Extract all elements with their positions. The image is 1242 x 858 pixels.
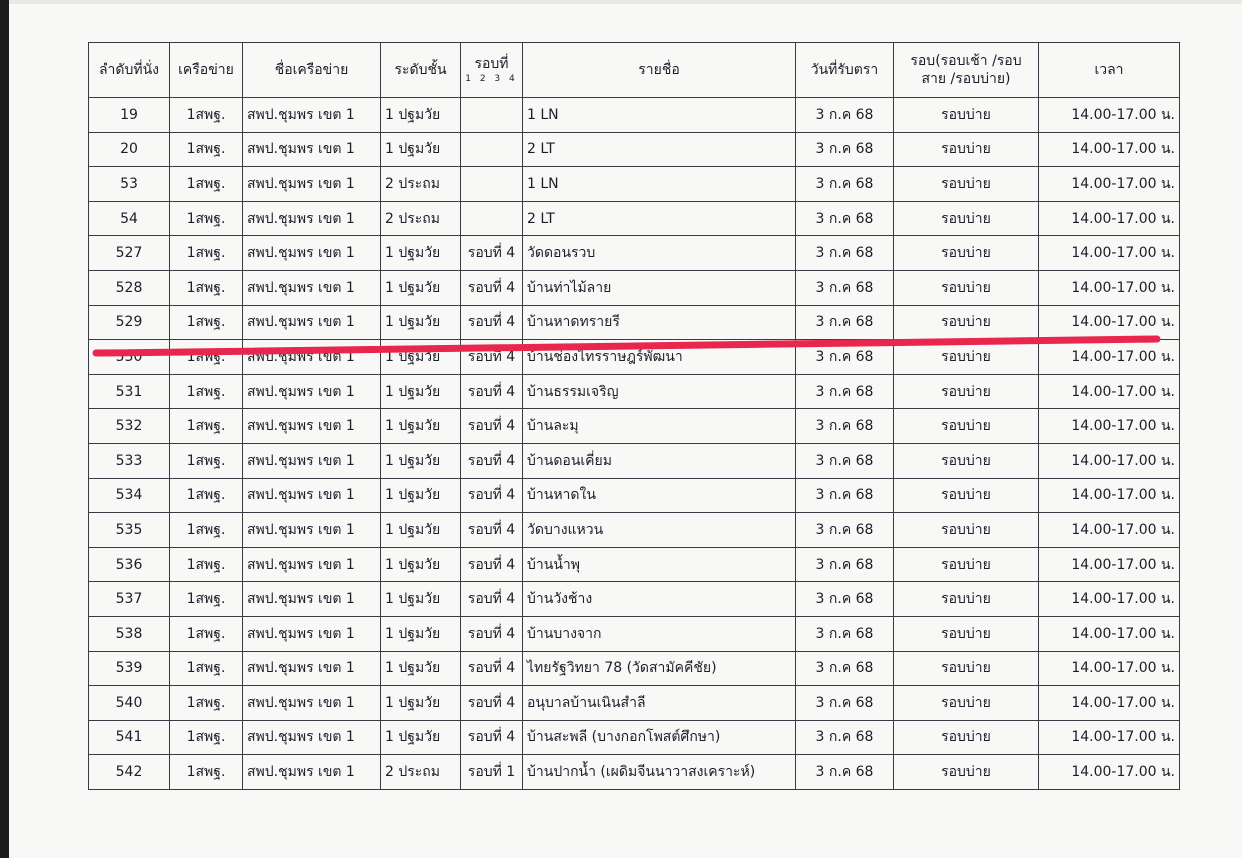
cell-round: รอบที่ 4 <box>461 720 523 755</box>
table-row <box>89 201 1180 236</box>
cell-list: ไทยรัฐวิทยา 78 (วัดสามัคคีชัย) <box>523 651 796 686</box>
cell-session: รอบบ่าย <box>894 651 1039 686</box>
cell-round <box>461 132 523 167</box>
header-network-name: ชื่อเครือข่าย <box>243 43 381 98</box>
cell-level: 1 ปฐมวัย <box>381 582 461 617</box>
cell-level: 1 ปฐมวัย <box>381 98 461 133</box>
cell-time: 14.00-17.00 น. <box>1039 167 1180 202</box>
cell-network: 1สพฐ. <box>170 582 243 617</box>
cell-network-name: สพป.ชุมพร เขต 1 <box>243 547 381 582</box>
cell-time: 14.00-17.00 น. <box>1039 582 1180 617</box>
cell-date: 3 ก.ค 68 <box>796 478 894 513</box>
cell-seq: 20 <box>89 132 170 167</box>
header-level: ระดับชั้น <box>381 43 461 98</box>
cell-date: 3 ก.ค 68 <box>796 167 894 202</box>
cell-seq: 529 <box>89 305 170 340</box>
header-round-label: รอบที่ <box>474 56 509 72</box>
cell-network-name: สพป.ชุมพร เขต 1 <box>243 478 381 513</box>
cell-date: 3 ก.ค 68 <box>796 720 894 755</box>
cell-network: 1สพฐ. <box>170 616 243 651</box>
cell-session: รอบบ่าย <box>894 305 1039 340</box>
cell-network: 1สพฐ. <box>170 132 243 167</box>
cell-network: 1สพฐ. <box>170 374 243 409</box>
cell-date: 3 ก.ค 68 <box>796 270 894 305</box>
cell-seq: 533 <box>89 443 170 478</box>
cell-seq: 536 <box>89 547 170 582</box>
cell-level: 1 ปฐมวัย <box>381 686 461 721</box>
cell-seq: 540 <box>89 686 170 721</box>
table-row <box>89 340 1180 375</box>
cell-network: 1สพฐ. <box>170 340 243 375</box>
cell-seq: 527 <box>89 236 170 271</box>
cell-date: 3 ก.ค 68 <box>796 547 894 582</box>
cell-session: รอบบ่าย <box>894 236 1039 271</box>
cell-list: บ้านน้ำพุ <box>523 547 796 582</box>
cell-date: 3 ก.ค 68 <box>796 236 894 271</box>
cell-session: รอบบ่าย <box>894 132 1039 167</box>
cell-seq: 541 <box>89 720 170 755</box>
cell-network: 1สพฐ. <box>170 201 243 236</box>
cell-network: 1สพฐ. <box>170 513 243 548</box>
cell-network-name: สพป.ชุมพร เขต 1 <box>243 720 381 755</box>
cell-level: 2 ประถม <box>381 201 461 236</box>
cell-round: รอบที่ 4 <box>461 686 523 721</box>
cell-date: 3 ก.ค 68 <box>796 582 894 617</box>
cell-time: 14.00-17.00 น. <box>1039 443 1180 478</box>
cell-network: 1สพฐ. <box>170 651 243 686</box>
cell-session: รอบบ่าย <box>894 98 1039 133</box>
cell-network: 1สพฐ. <box>170 409 243 444</box>
cell-date: 3 ก.ค 68 <box>796 616 894 651</box>
cell-list: บ้านหาดใน <box>523 478 796 513</box>
cell-seq: 535 <box>89 513 170 548</box>
cell-network-name: สพป.ชุมพร เขต 1 <box>243 340 381 375</box>
table-row <box>89 374 1180 409</box>
cell-round: รอบที่ 4 <box>461 270 523 305</box>
cell-round: รอบที่ 4 <box>461 651 523 686</box>
cell-network-name: สพป.ชุมพร เขต 1 <box>243 167 381 202</box>
cell-date: 3 ก.ค 68 <box>796 374 894 409</box>
table-header-row <box>89 43 1180 98</box>
table-row <box>89 236 1180 271</box>
cell-time: 14.00-17.00 น. <box>1039 616 1180 651</box>
cell-round: รอบที่ 4 <box>461 513 523 548</box>
cell-time: 14.00-17.00 น. <box>1039 651 1180 686</box>
cell-session: รอบบ่าย <box>894 582 1039 617</box>
cell-session: รอบบ่าย <box>894 616 1039 651</box>
table-row <box>89 132 1180 167</box>
cell-network: 1สพฐ. <box>170 305 243 340</box>
cell-time: 14.00-17.00 น. <box>1039 547 1180 582</box>
cell-date: 3 ก.ค 68 <box>796 443 894 478</box>
cell-network-name: สพป.ชุมพร เขต 1 <box>243 443 381 478</box>
header-round <box>461 43 523 98</box>
cell-seq: 54 <box>89 201 170 236</box>
table-row <box>89 616 1180 651</box>
cell-seq: 538 <box>89 616 170 651</box>
cell-list: บ้านธรรมเจริญ <box>523 374 796 409</box>
cell-session: รอบบ่าย <box>894 755 1039 790</box>
cell-date: 3 ก.ค 68 <box>796 651 894 686</box>
cell-network: 1สพฐ. <box>170 98 243 133</box>
cell-level: 1 ปฐมวัย <box>381 374 461 409</box>
cell-network-name: สพป.ชุมพร เขต 1 <box>243 374 381 409</box>
cell-network-name: สพป.ชุมพร เขต 1 <box>243 305 381 340</box>
cell-time: 14.00-17.00 น. <box>1039 686 1180 721</box>
cell-network-name: สพป.ชุมพร เขต 1 <box>243 755 381 790</box>
cell-level: 1 ปฐมวัย <box>381 651 461 686</box>
cell-round: รอบที่ 4 <box>461 340 523 375</box>
cell-round: รอบที่ 4 <box>461 409 523 444</box>
schedule-table <box>88 42 1180 790</box>
cell-level: 2 ประถม <box>381 755 461 790</box>
cell-session: รอบบ่าย <box>894 201 1039 236</box>
cell-time: 14.00-17.00 น. <box>1039 305 1180 340</box>
cell-session: รอบบ่าย <box>894 374 1039 409</box>
cell-date: 3 ก.ค 68 <box>796 755 894 790</box>
cell-level: 1 ปฐมวัย <box>381 547 461 582</box>
cell-round: รอบที่ 4 <box>461 478 523 513</box>
cell-date: 3 ก.ค 68 <box>796 201 894 236</box>
cell-network: 1สพฐ. <box>170 755 243 790</box>
table-row <box>89 513 1180 548</box>
header-date: วันที่รับตรา <box>796 43 894 98</box>
cell-time: 14.00-17.00 น. <box>1039 98 1180 133</box>
cell-round <box>461 98 523 133</box>
header-seq: ลำดับที่นั่ง <box>89 43 170 98</box>
cell-seq: 539 <box>89 651 170 686</box>
cell-seq: 53 <box>89 167 170 202</box>
cell-time: 14.00-17.00 น. <box>1039 132 1180 167</box>
table-row <box>89 582 1180 617</box>
cell-round: รอบที่ 1 <box>461 755 523 790</box>
cell-round: รอบที่ 4 <box>461 616 523 651</box>
table-row <box>89 755 1180 790</box>
table-row <box>89 409 1180 444</box>
cell-seq: 530 <box>89 340 170 375</box>
cell-network-name: สพป.ชุมพร เขต 1 <box>243 236 381 271</box>
cell-seq: 19 <box>89 98 170 133</box>
cell-round: รอบที่ 4 <box>461 547 523 582</box>
cell-level: 1 ปฐมวัย <box>381 409 461 444</box>
table-row <box>89 651 1180 686</box>
cell-list: บ้านปากน้ำ (เผดิมจีนนาวาสงเคราะห์) <box>523 755 796 790</box>
cell-seq: 531 <box>89 374 170 409</box>
cell-list: บ้านดอนเคี่ยม <box>523 443 796 478</box>
cell-network-name: สพป.ชุมพร เขต 1 <box>243 616 381 651</box>
cell-time: 14.00-17.00 น. <box>1039 201 1180 236</box>
cell-network: 1สพฐ. <box>170 720 243 755</box>
cell-time: 14.00-17.00 น. <box>1039 513 1180 548</box>
cell-round: รอบที่ 4 <box>461 236 523 271</box>
cell-list: 2 LT <box>523 132 796 167</box>
cell-level: 1 ปฐมวัย <box>381 236 461 271</box>
cell-session: รอบบ่าย <box>894 720 1039 755</box>
cell-seq: 528 <box>89 270 170 305</box>
cell-seq: 542 <box>89 755 170 790</box>
cell-network-name: สพป.ชุมพร เขต 1 <box>243 513 381 548</box>
table-row <box>89 167 1180 202</box>
cell-session: รอบบ่าย <box>894 270 1039 305</box>
cell-session: รอบบ่าย <box>894 513 1039 548</box>
cell-date: 3 ก.ค 68 <box>796 340 894 375</box>
cell-session: รอบบ่าย <box>894 478 1039 513</box>
cell-list: 1 LN <box>523 98 796 133</box>
cell-round <box>461 201 523 236</box>
table-body <box>89 98 1180 790</box>
cell-level: 1 ปฐมวัย <box>381 513 461 548</box>
cell-session: รอบบ่าย <box>894 167 1039 202</box>
cell-session: รอบบ่าย <box>894 340 1039 375</box>
cell-level: 2 ประถม <box>381 167 461 202</box>
cell-time: 14.00-17.00 น. <box>1039 236 1180 271</box>
cell-date: 3 ก.ค 68 <box>796 305 894 340</box>
cell-round: รอบที่ 4 <box>461 374 523 409</box>
cell-round: รอบที่ 4 <box>461 443 523 478</box>
header-time: เวลา <box>1039 43 1180 98</box>
cell-level: 1 ปฐมวัย <box>381 443 461 478</box>
cell-list: บ้านบางจาก <box>523 616 796 651</box>
cell-network: 1สพฐ. <box>170 686 243 721</box>
cell-network-name: สพป.ชุมพร เขต 1 <box>243 98 381 133</box>
cell-time: 14.00-17.00 น. <box>1039 340 1180 375</box>
cell-session: รอบบ่าย <box>894 547 1039 582</box>
cell-round: รอบที่ 4 <box>461 305 523 340</box>
cell-network: 1สพฐ. <box>170 547 243 582</box>
cell-level: 1 ปฐมวัย <box>381 616 461 651</box>
cell-date: 3 ก.ค 68 <box>796 513 894 548</box>
cell-list: วัดดอนรวบ <box>523 236 796 271</box>
cell-level: 1 ปฐมวัย <box>381 270 461 305</box>
table-row <box>89 98 1180 133</box>
cell-network: 1สพฐ. <box>170 443 243 478</box>
cell-date: 3 ก.ค 68 <box>796 409 894 444</box>
cell-time: 14.00-17.00 น. <box>1039 478 1180 513</box>
cell-list: บ้านละมุ <box>523 409 796 444</box>
cell-time: 14.00-17.00 น. <box>1039 270 1180 305</box>
cell-round: รอบที่ 4 <box>461 582 523 617</box>
cell-list: บ้านท่าไม้ลาย <box>523 270 796 305</box>
cell-time: 14.00-17.00 น. <box>1039 755 1180 790</box>
cell-level: 1 ปฐมวัย <box>381 340 461 375</box>
cell-network-name: สพป.ชุมพร เขต 1 <box>243 409 381 444</box>
cell-list: อนุบาลบ้านเนินสำลี <box>523 686 796 721</box>
table-row <box>89 305 1180 340</box>
cell-network: 1สพฐ. <box>170 236 243 271</box>
cell-network-name: สพป.ชุมพร เขต 1 <box>243 686 381 721</box>
cell-network-name: สพป.ชุมพร เขต 1 <box>243 651 381 686</box>
cell-list: 2 LT <box>523 201 796 236</box>
cell-time: 14.00-17.00 น. <box>1039 720 1180 755</box>
left-dark-edge <box>0 0 9 858</box>
cell-round <box>461 167 523 202</box>
cell-date: 3 ก.ค 68 <box>796 132 894 167</box>
cell-seq: 532 <box>89 409 170 444</box>
cell-network-name: สพป.ชุมพร เขต 1 <box>243 270 381 305</box>
cell-time: 14.00-17.00 น. <box>1039 409 1180 444</box>
cell-seq: 537 <box>89 582 170 617</box>
header-session <box>894 43 1039 98</box>
cell-date: 3 ก.ค 68 <box>796 98 894 133</box>
cell-network-name: สพป.ชุมพร เขต 1 <box>243 132 381 167</box>
cell-level: 1 ปฐมวัย <box>381 720 461 755</box>
cell-network: 1สพฐ. <box>170 478 243 513</box>
header-list: รายชื่อ <box>523 43 796 98</box>
cell-time: 14.00-17.00 น. <box>1039 374 1180 409</box>
cell-network-name: สพป.ชุมพร เขต 1 <box>243 201 381 236</box>
cell-list: วัดบางแหวน <box>523 513 796 548</box>
cell-level: 1 ปฐมวัย <box>381 478 461 513</box>
cell-list: บ้านวังช้าง <box>523 582 796 617</box>
header-network: เครือข่าย <box>170 43 243 98</box>
cell-level: 1 ปฐมวัย <box>381 132 461 167</box>
header-session-line2: สาย /รอบบ่าย) <box>921 71 1011 87</box>
header-session-line1: รอบ(รอบเช้า /รอบ <box>910 53 1022 69</box>
table-row <box>89 478 1180 513</box>
cell-session: รอบบ่าย <box>894 686 1039 721</box>
table-row <box>89 686 1180 721</box>
cell-list: บ้านช่องไทรราษฎร์พัฒนา <box>523 340 796 375</box>
cell-session: รอบบ่าย <box>894 409 1039 444</box>
cell-network-name: สพป.ชุมพร เขต 1 <box>243 582 381 617</box>
cell-network: 1สพฐ. <box>170 167 243 202</box>
cell-list: บ้านสะพลี (บางกอกโพสต์ศึกษา) <box>523 720 796 755</box>
cell-session: รอบบ่าย <box>894 443 1039 478</box>
table-row <box>89 720 1180 755</box>
cell-network: 1สพฐ. <box>170 270 243 305</box>
cell-date: 3 ก.ค 68 <box>796 686 894 721</box>
table-row <box>89 547 1180 582</box>
table-row <box>89 443 1180 478</box>
header-round-sub: 1 2 3 4 <box>465 74 518 84</box>
cell-list: บ้านหาดทรายรี <box>523 305 796 340</box>
cell-seq: 534 <box>89 478 170 513</box>
table-row <box>89 270 1180 305</box>
cell-list: 1 LN <box>523 167 796 202</box>
cell-level: 1 ปฐมวัย <box>381 305 461 340</box>
